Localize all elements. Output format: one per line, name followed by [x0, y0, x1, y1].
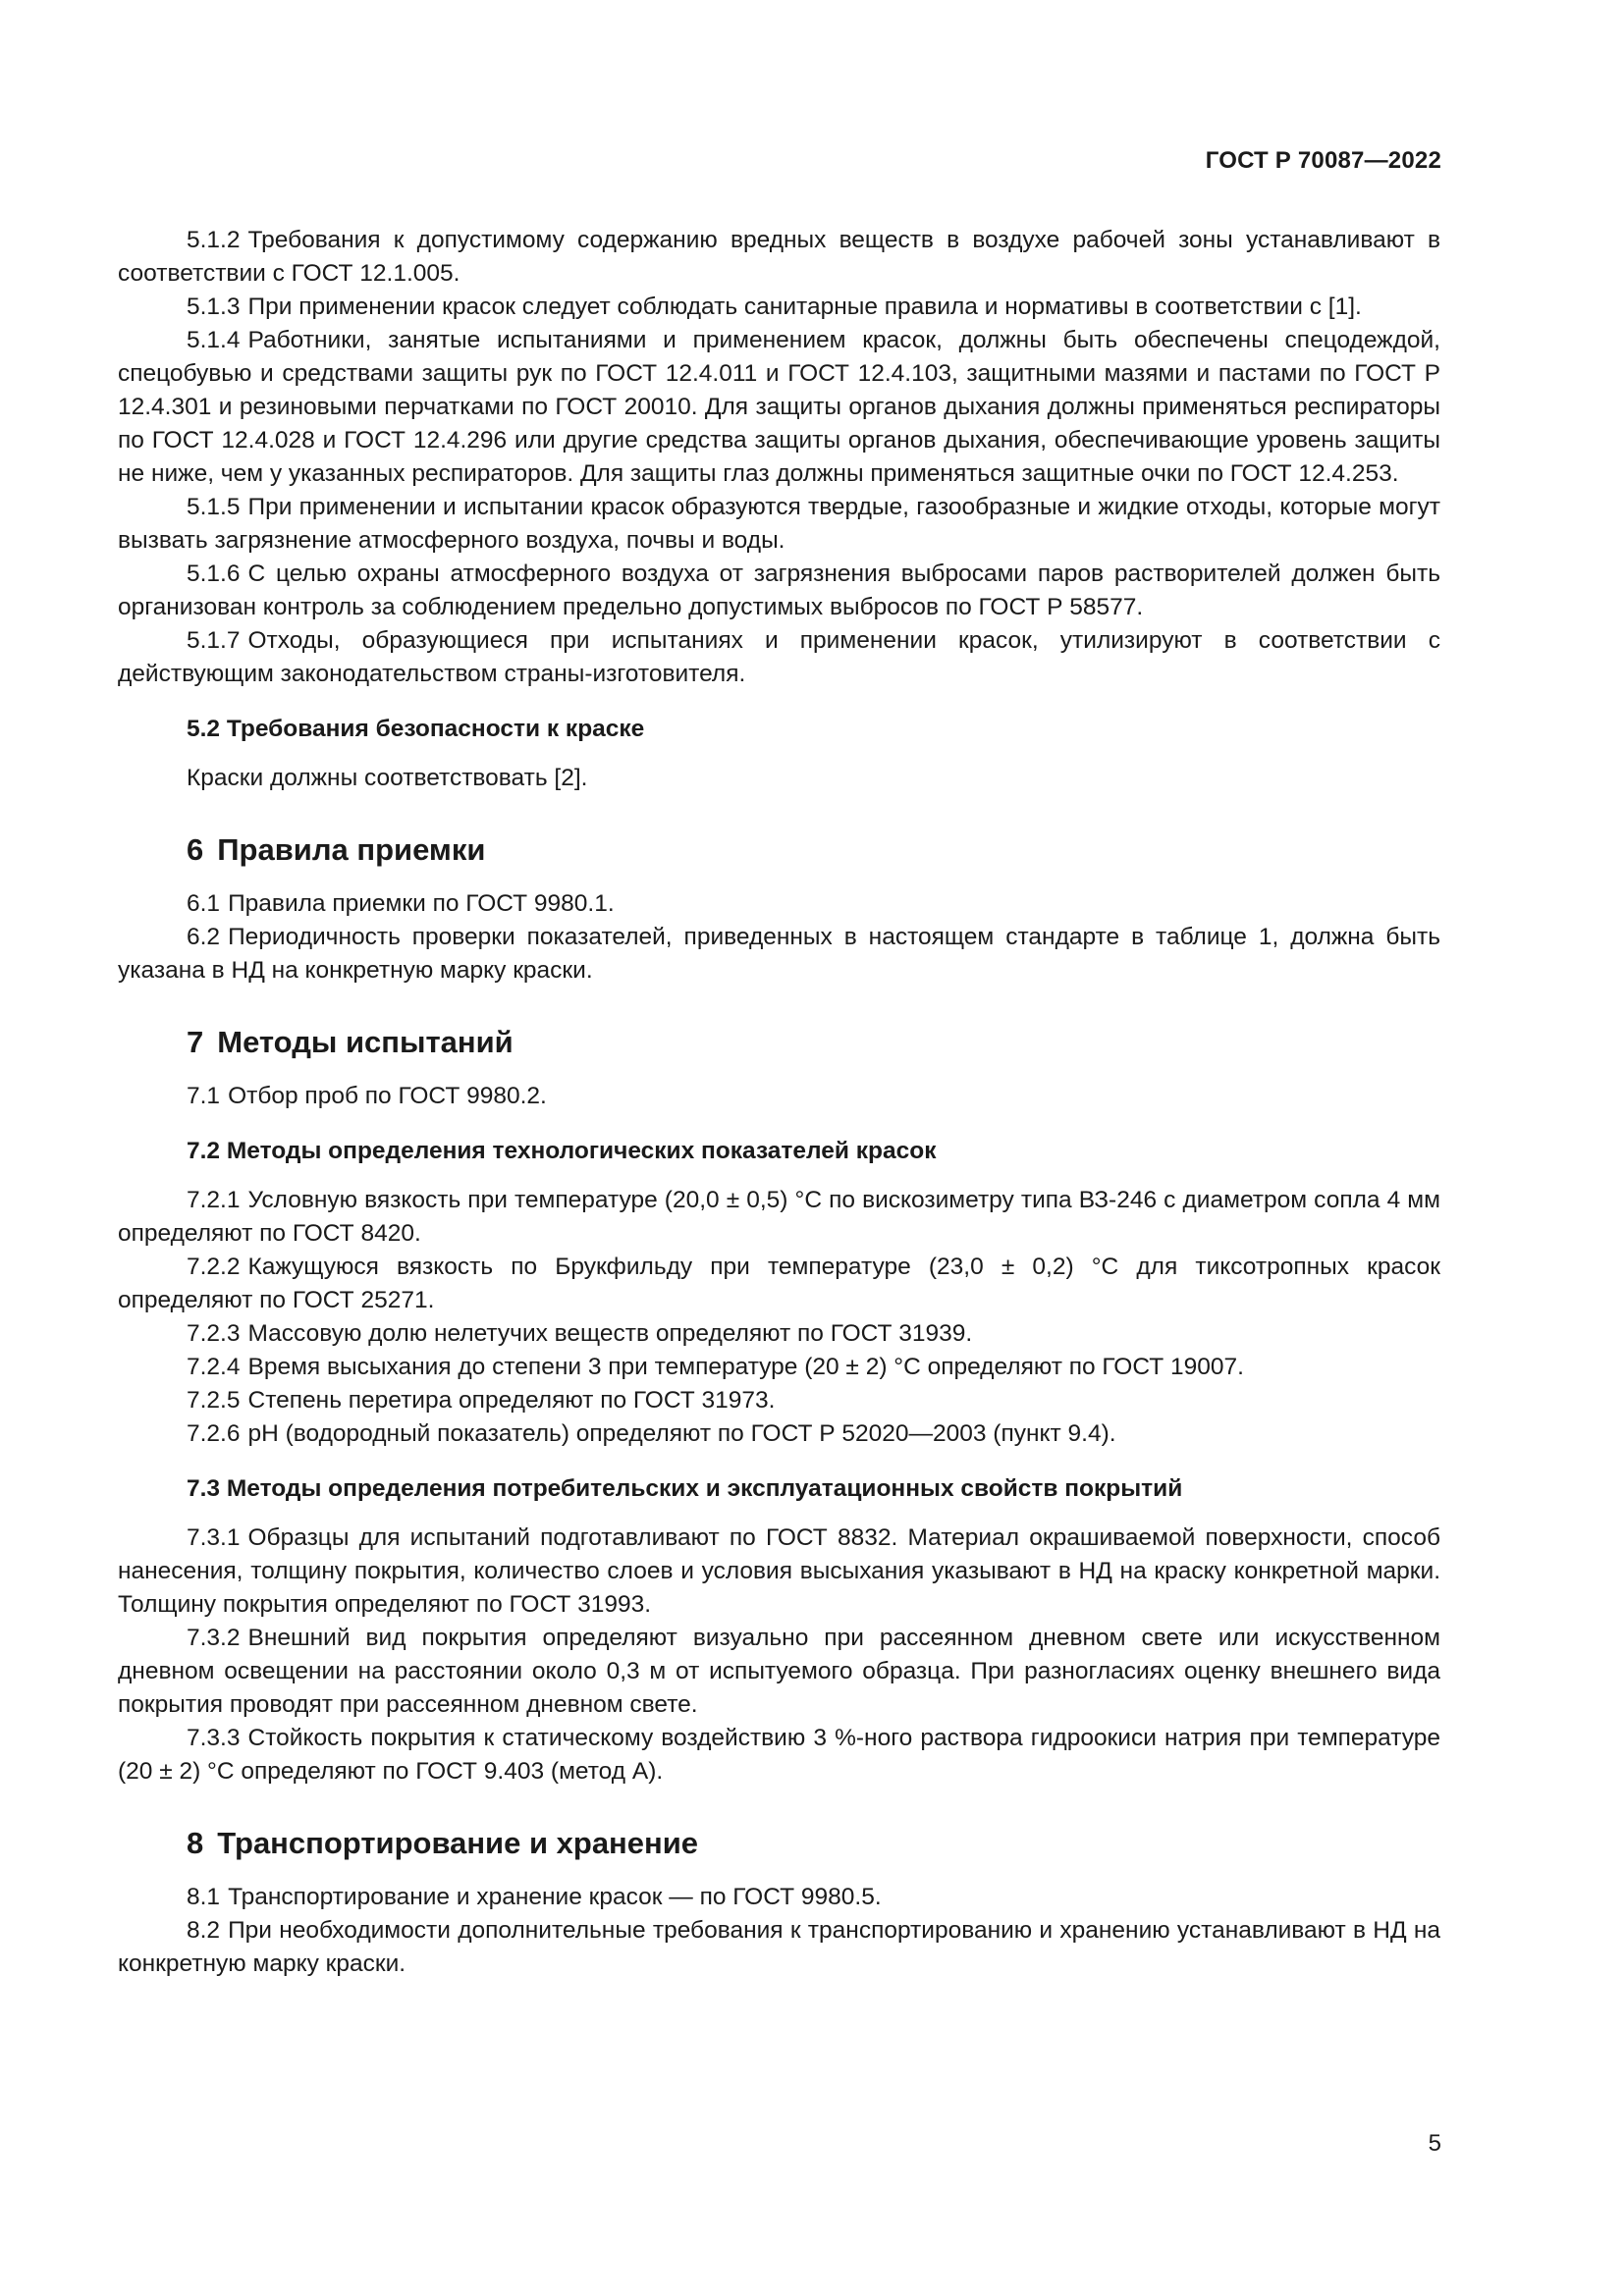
clause-6-1 — [118, 887, 1440, 921]
clause-5-1-5 — [118, 491, 1440, 558]
clause-text: pH (водородный показатель) определяют по ГОСТ Р 52020—2003 (пункт 9.4). — [247, 1420, 1116, 1447]
clause-text: При применении красок следует соблюдать санитарные правила и нормативы в соответствии с [1]. — [247, 294, 1362, 320]
clause-number: 5.1.5 — [187, 494, 241, 520]
clause-8-1 — [118, 1881, 1440, 1914]
clause-text: Отбор проб по ГОСТ 9980.2. — [228, 1083, 547, 1109]
clause-text: Требования к допустимому содержанию вредных веществ в воздухе рабочей зоны устанавливают в соответствии с ГОСТ 12.1.005. — [118, 227, 1440, 287]
clause-text: Условную вязкость при температуре (20,0 ± 0,5) °С по вискозиметру типа ВЗ-246 с диаметром сопла 4 мм определяют по ГОСТ 8420. — [118, 1187, 1440, 1247]
clause-5-1-7 — [118, 624, 1440, 691]
clause-7-2-1 — [118, 1184, 1440, 1251]
clause-text: Периодичность проверки показателей, приведенных в настоящем стандарте в таблице 1, должна быть указана в НД на конкретную марку краски. — [118, 924, 1440, 984]
subsection-heading-7-3: 7.3 Методы определения потребительских и эксплуатационных свойств покрытий — [187, 1475, 1183, 1502]
clause-7-2-6 — [118, 1417, 1440, 1451]
clause-7-2-3 — [118, 1317, 1440, 1351]
clause-text: Транспортирование и хранение красок — по ГОСТ 9980.5. — [228, 1884, 882, 1910]
clause-text: Внешний вид покрытия определяют визуально при рассеянном дневном свете или искусственном дневном освещении на расстоянии около 0,3 м от испытуемого образца. При разногласиях оценку внешнего вида покрытия проводят при рассеянном дневном свете. — [118, 1625, 1440, 1718]
clause-number: 7.2.2 — [187, 1254, 241, 1280]
clause-8-2 — [118, 1914, 1440, 1981]
clause-text: Время высыхания до степени 3 при температуре (20 ± 2) °С определяют по ГОСТ 19007. — [247, 1354, 1244, 1380]
clause-text: Отходы, образующиеся при испытаниях и применении красок, утилизируют в соответствии с действующим законодательством страны-изготовителя. — [118, 627, 1440, 687]
clause-number: 7.3.1 — [187, 1524, 241, 1551]
subsection-heading-5-2: 5.2 Требования безопасности к краске — [187, 716, 645, 742]
clause-7-2-4 — [118, 1351, 1440, 1384]
clause-number: 7.1 — [187, 1083, 221, 1109]
section-number: 6 — [187, 832, 204, 867]
section-title: Правила приемки — [217, 832, 486, 867]
clause-number: 7.2.4 — [187, 1354, 241, 1380]
section-title: Методы испытаний — [217, 1025, 514, 1059]
clause-7-3-3 — [118, 1722, 1440, 1789]
clause-number: 7.3.2 — [187, 1625, 241, 1651]
section-heading-8 — [118, 1824, 1440, 1863]
section-heading-6 — [118, 830, 1440, 870]
clause-7-1 — [118, 1080, 1440, 1113]
clause-number: 8.2 — [187, 1917, 221, 1944]
page-number: 5 — [1428, 2130, 1441, 2157]
clause-text: При необходимости дополнительные требования к транспортированию и хранению устанавливают в НД на конкретную марку краски. — [118, 1917, 1440, 1977]
section-number: 7 — [187, 1025, 204, 1059]
clause-text: Степень перетира определяют по ГОСТ 31973. — [247, 1387, 776, 1414]
clause-7-2-2 — [118, 1251, 1440, 1317]
clause-number: 7.2.6 — [187, 1420, 241, 1447]
clause-number: 7.2.1 — [187, 1187, 241, 1213]
clause-6-2 — [118, 921, 1440, 988]
section-heading-7 — [118, 1023, 1440, 1062]
clause-number: 6.2 — [187, 924, 221, 950]
clause-number: 5.1.3 — [187, 294, 241, 320]
subsection-heading-7-2: 7.2 Методы определения технологических показателей красок — [187, 1138, 937, 1164]
clause-text: Правила приемки по ГОСТ 9980.1. — [228, 890, 615, 917]
page-content — [118, 224, 1440, 1981]
subsection-text-5-2: Краски должны соответствовать [2]. — [187, 765, 588, 791]
clause-5-1-2 — [118, 224, 1440, 291]
clause-number: 7.2.5 — [187, 1387, 241, 1414]
clause-5-1-3 — [118, 291, 1440, 324]
section-title: Транспортирование и хранение — [217, 1826, 699, 1860]
clause-text: Кажущуюся вязкость по Брукфильду при температуре (23,0 ± 0,2) °С для тиксотропных красок определяют по ГОСТ 25271. — [118, 1254, 1440, 1313]
clause-text: Массовую долю нелетучих веществ определяют по ГОСТ 31939. — [247, 1320, 973, 1347]
clause-5-1-6 — [118, 558, 1440, 624]
clause-7-3-2 — [118, 1622, 1440, 1722]
clause-text: При применении и испытании красок образуются твердые, газообразные и жидкие отходы, которые могут вызвать загрязнение атмосферного воздуха, почвы и воды. — [118, 494, 1440, 554]
clause-number: 5.1.4 — [187, 327, 241, 353]
clause-number: 5.1.7 — [187, 627, 241, 654]
clause-number: 5.1.2 — [187, 227, 241, 253]
clause-text: Стойкость покрытия к статическому воздействию 3 %-ного раствора гидроокиси натрия при температуре (20 ± 2) °С определяют по ГОСТ 9.403 (метод А). — [118, 1725, 1440, 1785]
clause-number: 7.2.3 — [187, 1320, 241, 1347]
clause-text: С целью охраны атмосферного воздуха от загрязнения выбросами паров растворителей должен быть организован контроль за соблюдением предельно допустимых выбросов по ГОСТ Р 58577. — [118, 561, 1440, 620]
clause-number: 7.3.3 — [187, 1725, 241, 1751]
clause-text: Работники, занятые испытаниями и применением красок, должны быть обеспечены спецодеждой, спецобувью и средствами защиты рук по ГОСТ 12.4.011 и ГОСТ 12.4.103, защитными мазями и пастами по ГОСТ Р 12.4.301 и резиновыми перчатками по ГОСТ 20010. Для защиты органов дыхания должны применяться респираторы по ГОСТ 12.4.028 и ГОСТ 12.4.296 или другие средства защиты органов дыхания, обеспечивающие уровень защиты не ниже, чем у указанных респираторов. Для защиты глаз должны применяться защитные очки по ГОСТ 12.4.253. — [118, 327, 1440, 487]
clause-number: 8.1 — [187, 1884, 221, 1910]
clause-7-2-5 — [118, 1384, 1440, 1417]
running-header: ГОСТ Р 70087—2022 — [1205, 147, 1441, 174]
clause-5-1-4 — [118, 324, 1440, 491]
clause-text: Образцы для испытаний подготавливают по ГОСТ 8832. Материал окрашиваемой поверхности, способ нанесения, толщину покрытия, количество слоев и условия высыхания указывают в НД на краску конкретной марки. Толщину покрытия определяют по ГОСТ 31993. — [118, 1524, 1440, 1618]
section-number: 8 — [187, 1826, 204, 1860]
clause-number: 6.1 — [187, 890, 221, 917]
clause-7-3-1 — [118, 1522, 1440, 1622]
clause-number: 5.1.6 — [187, 561, 241, 587]
